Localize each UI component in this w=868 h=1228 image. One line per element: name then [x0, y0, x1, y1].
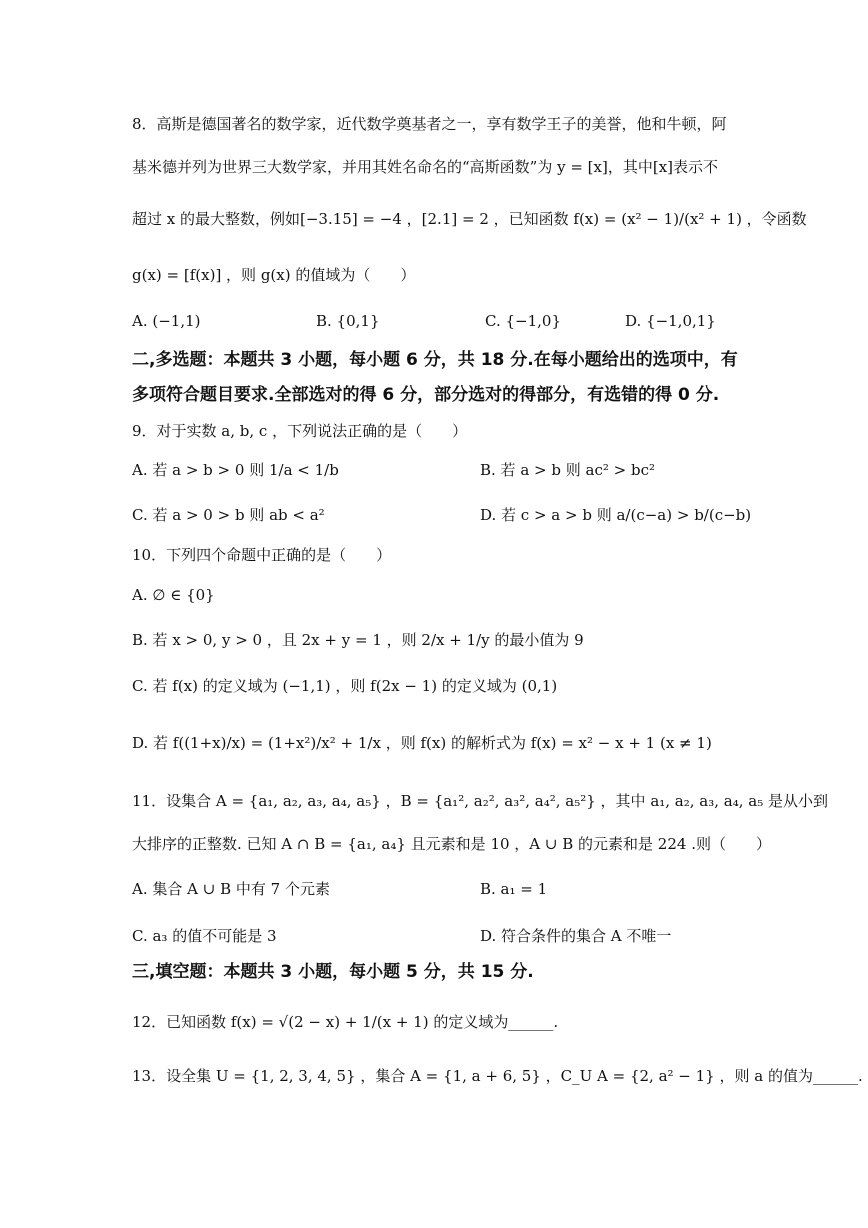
- q10-option-d: D. 若 f((1+x)/x) = (1+x²)/x² + 1/x ，则 f(x) 的解析式为 f(x) = x² − x + 1 (x ≠ 1): [132, 734, 712, 752]
- q10-option-c: C. 若 f(x) 的定义域为 (−1,1) ，则 f(2x − 1) 的定义域为 (0,1): [132, 677, 558, 695]
- q11-line-1: 11．设集合 A = {a₁, a₂, a₃, a₄, a₅} ，B = {a₁², a₂², a₃², a₄², a₅²} ，其中 a₁, a₂, a₃, a₄, a₅ 是从小到: [132, 792, 829, 810]
- q8-option-c: C. {−1,0}: [485, 312, 561, 330]
- q11-option-a: A. 集合 A ∪ B 中有 7 个元素: [132, 880, 330, 898]
- q11-line-2: 大排序的正整数. 已知 A ∩ B = {a₁, a₄} 且元素和是 10 ，A ∪ B 的元素和是 224 .则（ ）: [132, 835, 771, 853]
- section2-heading-line-2: 多项符合题目要求.全部选对的得 6 分，部分选对的得部分，有选错的得 0 分.: [132, 385, 720, 405]
- q11-option-b: B. a₁ = 1: [480, 880, 548, 898]
- q13-text: 13．设全集 U = {1, 2, 3, 4, 5} ，集合 A = {1, a + 6, 5} ，C_U A = {2, a² − 1} ，则 a 的值为______.: [132, 1067, 863, 1085]
- q8-line-4: g(x) = [f(x)] ，则 g(x) 的值域为（ ）: [132, 266, 416, 284]
- q8-option-b: B. {0,1}: [316, 312, 380, 330]
- q9-option-d: D. 若 c > a > b 则 a/(c−a) > b/(c−b): [480, 506, 752, 524]
- q11-option-c: C. a₃ 的值不可能是 3: [132, 927, 277, 945]
- q8-line-3: 超过 x 的最大整数，例如[−3.15] = −4 ，[2.1] = 2 ，已知函数 f(x) = (x² − 1)/(x² + 1) ，令函数: [132, 210, 807, 228]
- q9-stem: 9．对于实数 a, b, c ，下列说法正确的是（ ）: [132, 422, 468, 440]
- q10-option-a: A. ∅ ∈ {0}: [132, 586, 215, 604]
- q11-option-d: D. 符合条件的集合 A 不唯一: [480, 927, 672, 945]
- q8-option-a: A. (−1,1): [132, 312, 201, 330]
- q9-option-c: C. 若 a > 0 > b 则 ab < a²: [132, 506, 325, 524]
- q8-line-1: 8．高斯是德国著名的数学家，近代数学奠基者之一，享有数学王子的美誉，他和牛顿，阿: [132, 115, 727, 133]
- q9-option-a: A. 若 a > b > 0 则 1/a < 1/b: [132, 461, 339, 479]
- section3-heading: 三,填空题：本题共 3 小题，每小题 5 分，共 15 分.: [132, 962, 534, 982]
- section2-heading-line-1: 二,多选题：本题共 3 小题，每小题 6 分，共 18 分.在每小题给出的选项中，有: [132, 350, 738, 370]
- q9-option-b: B. 若 a > b 则 ac² > bc²: [480, 461, 655, 479]
- q12-text: 12．已知函数 f(x) = √(2 − x) + 1/(x + 1) 的定义域为______.: [132, 1013, 559, 1031]
- q8-option-d: D. {−1,0,1}: [625, 312, 716, 330]
- q8-line-2: 基米德并列为世界三大数学家，并用其姓名命名的“高斯函数”为 y = [x]，其中[x]表示不: [132, 158, 719, 176]
- q10-stem: 10．下列四个命题中正确的是（ ）: [132, 546, 392, 564]
- q10-option-b: B. 若 x > 0, y > 0 ，且 2x + y = 1 ，则 2/x + 1/y 的最小值为 9: [132, 631, 584, 649]
